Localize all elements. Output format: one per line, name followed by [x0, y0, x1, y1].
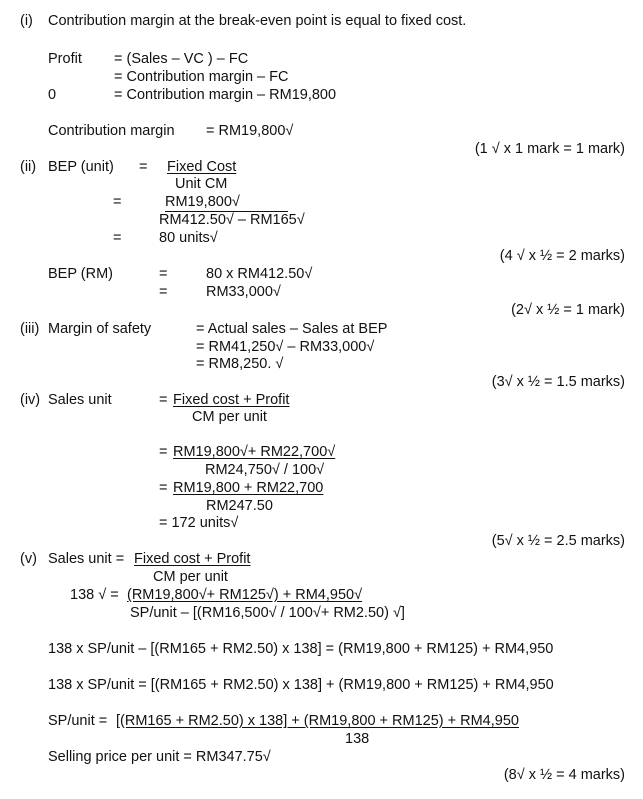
mos-line-3: = RM8,250. √: [196, 356, 284, 372]
part-v-denominator-2: SP/unit – [(RM16,500√ / 100√+ RM2.50) √]: [130, 605, 405, 621]
sales-unit-denominator-3: RM247.50: [206, 498, 273, 514]
sales-unit-result: = 172 units√: [159, 515, 239, 531]
part-v-equation-a: 138 x SP/unit – [(RM165 + RM2.50) x 138] = (RM19,800 + RM125) + RM4,950: [48, 641, 554, 657]
sales-unit-equals-3: =: [159, 480, 168, 496]
bep-unit-label: BEP (unit): [48, 159, 114, 175]
bep-denominator: RM412.50√ – RM165√: [159, 212, 305, 228]
sales-unit-label: Sales unit: [48, 392, 112, 408]
part-i-label: (i): [20, 13, 33, 29]
zero-label: 0: [48, 87, 57, 103]
sp-unit-denominator: 138: [345, 731, 370, 747]
part-v-equation-b: 138 x SP/unit = [(RM165 + RM2.50) x 138] + (RM19,800 + RM125) + RM4,950: [48, 677, 554, 693]
bep-rm-label: BEP (RM): [48, 266, 113, 282]
unit-cm-denominator: Unit CM: [175, 176, 228, 192]
sales-unit-equals-2: =: [159, 444, 168, 460]
sp-unit-numerator: [(RM165 + RM2.50) x 138] + (RM19,800 + RM125) + RM4,950: [116, 713, 519, 729]
part-ii-marks-1: (4 √ x ½ = 2 marks): [499, 248, 625, 264]
fixed-cost-numerator: Fixed Cost: [167, 159, 237, 175]
profit-equation-2: = Contribution margin – FC: [114, 69, 289, 85]
bep-unit-result: 80 units√: [159, 230, 218, 246]
sales-unit-denominator: CM per unit: [192, 409, 267, 425]
part-v-denominator: CM per unit: [153, 569, 228, 585]
part-v-numerator-2: (RM19,800√+ RM125√) + RM4,950√: [127, 587, 363, 603]
part-v-numerator: Fixed cost + Profit: [134, 551, 251, 567]
sales-unit-numerator-2: RM19,800√+ RM22,700√: [173, 444, 336, 460]
margin-of-safety-label: Margin of safety: [48, 321, 152, 337]
mos-line-2: = RM41,250√ – RM33,000√: [196, 339, 375, 355]
sales-unit-numerator-3: RM19,800 + RM22,700: [173, 480, 324, 496]
profit-equation-3: = Contribution margin – RM19,800: [114, 87, 337, 103]
sales-unit-equals: =: [159, 392, 168, 408]
cm-value: = RM19,800√: [206, 123, 294, 139]
sales-unit-prefix: Sales unit =: [48, 551, 125, 567]
part-iii-label: (iii): [20, 321, 40, 337]
cm-label: Contribution margin: [48, 123, 175, 139]
sales-unit-denominator-2: RM24,750√ / 100√: [205, 462, 325, 478]
part-v-marks: (8√ x ½ = 4 marks): [503, 767, 625, 783]
profit-equation: = (Sales – VC ) – FC: [114, 51, 249, 67]
bep-numerator: RM19,800√: [165, 193, 288, 212]
bep-rm-equals: =: [159, 266, 168, 282]
part-v-lhs: 138 √ =: [70, 587, 119, 603]
part-iv-marks: (5√ x ½ = 2.5 marks): [491, 533, 625, 549]
part-v-label: (v): [20, 551, 37, 567]
bep-unit-equals-3: =: [113, 230, 122, 246]
part-i-marks: (1 √ x 1 mark = 1 mark): [474, 141, 625, 157]
profit-label: Profit: [48, 51, 82, 67]
bep-unit-equals: =: [139, 159, 148, 175]
bep-rm-equals-2: =: [159, 284, 168, 300]
sales-unit-numerator: Fixed cost + Profit: [173, 392, 290, 408]
selling-price-result: Selling price per unit = RM347.75√: [48, 749, 271, 765]
mos-line-1: = Actual sales – Sales at BEP: [196, 321, 388, 337]
part-ii-marks-2: (2√ x ½ = 1 mark): [511, 302, 625, 318]
bep-rm-calc: 80 x RM412.50√: [206, 266, 313, 282]
sp-unit-prefix: SP/unit =: [48, 713, 108, 729]
part-ii-label: (ii): [20, 159, 37, 175]
bep-unit-equals-2: =: [113, 194, 122, 210]
bep-rm-result: RM33,000√: [206, 284, 281, 300]
part-i-heading: Contribution margin at the break-even point is equal to fixed cost.: [48, 13, 467, 29]
part-iv-label: (iv): [20, 392, 41, 408]
part-iii-marks: (3√ x ½ = 1.5 marks): [491, 374, 625, 390]
